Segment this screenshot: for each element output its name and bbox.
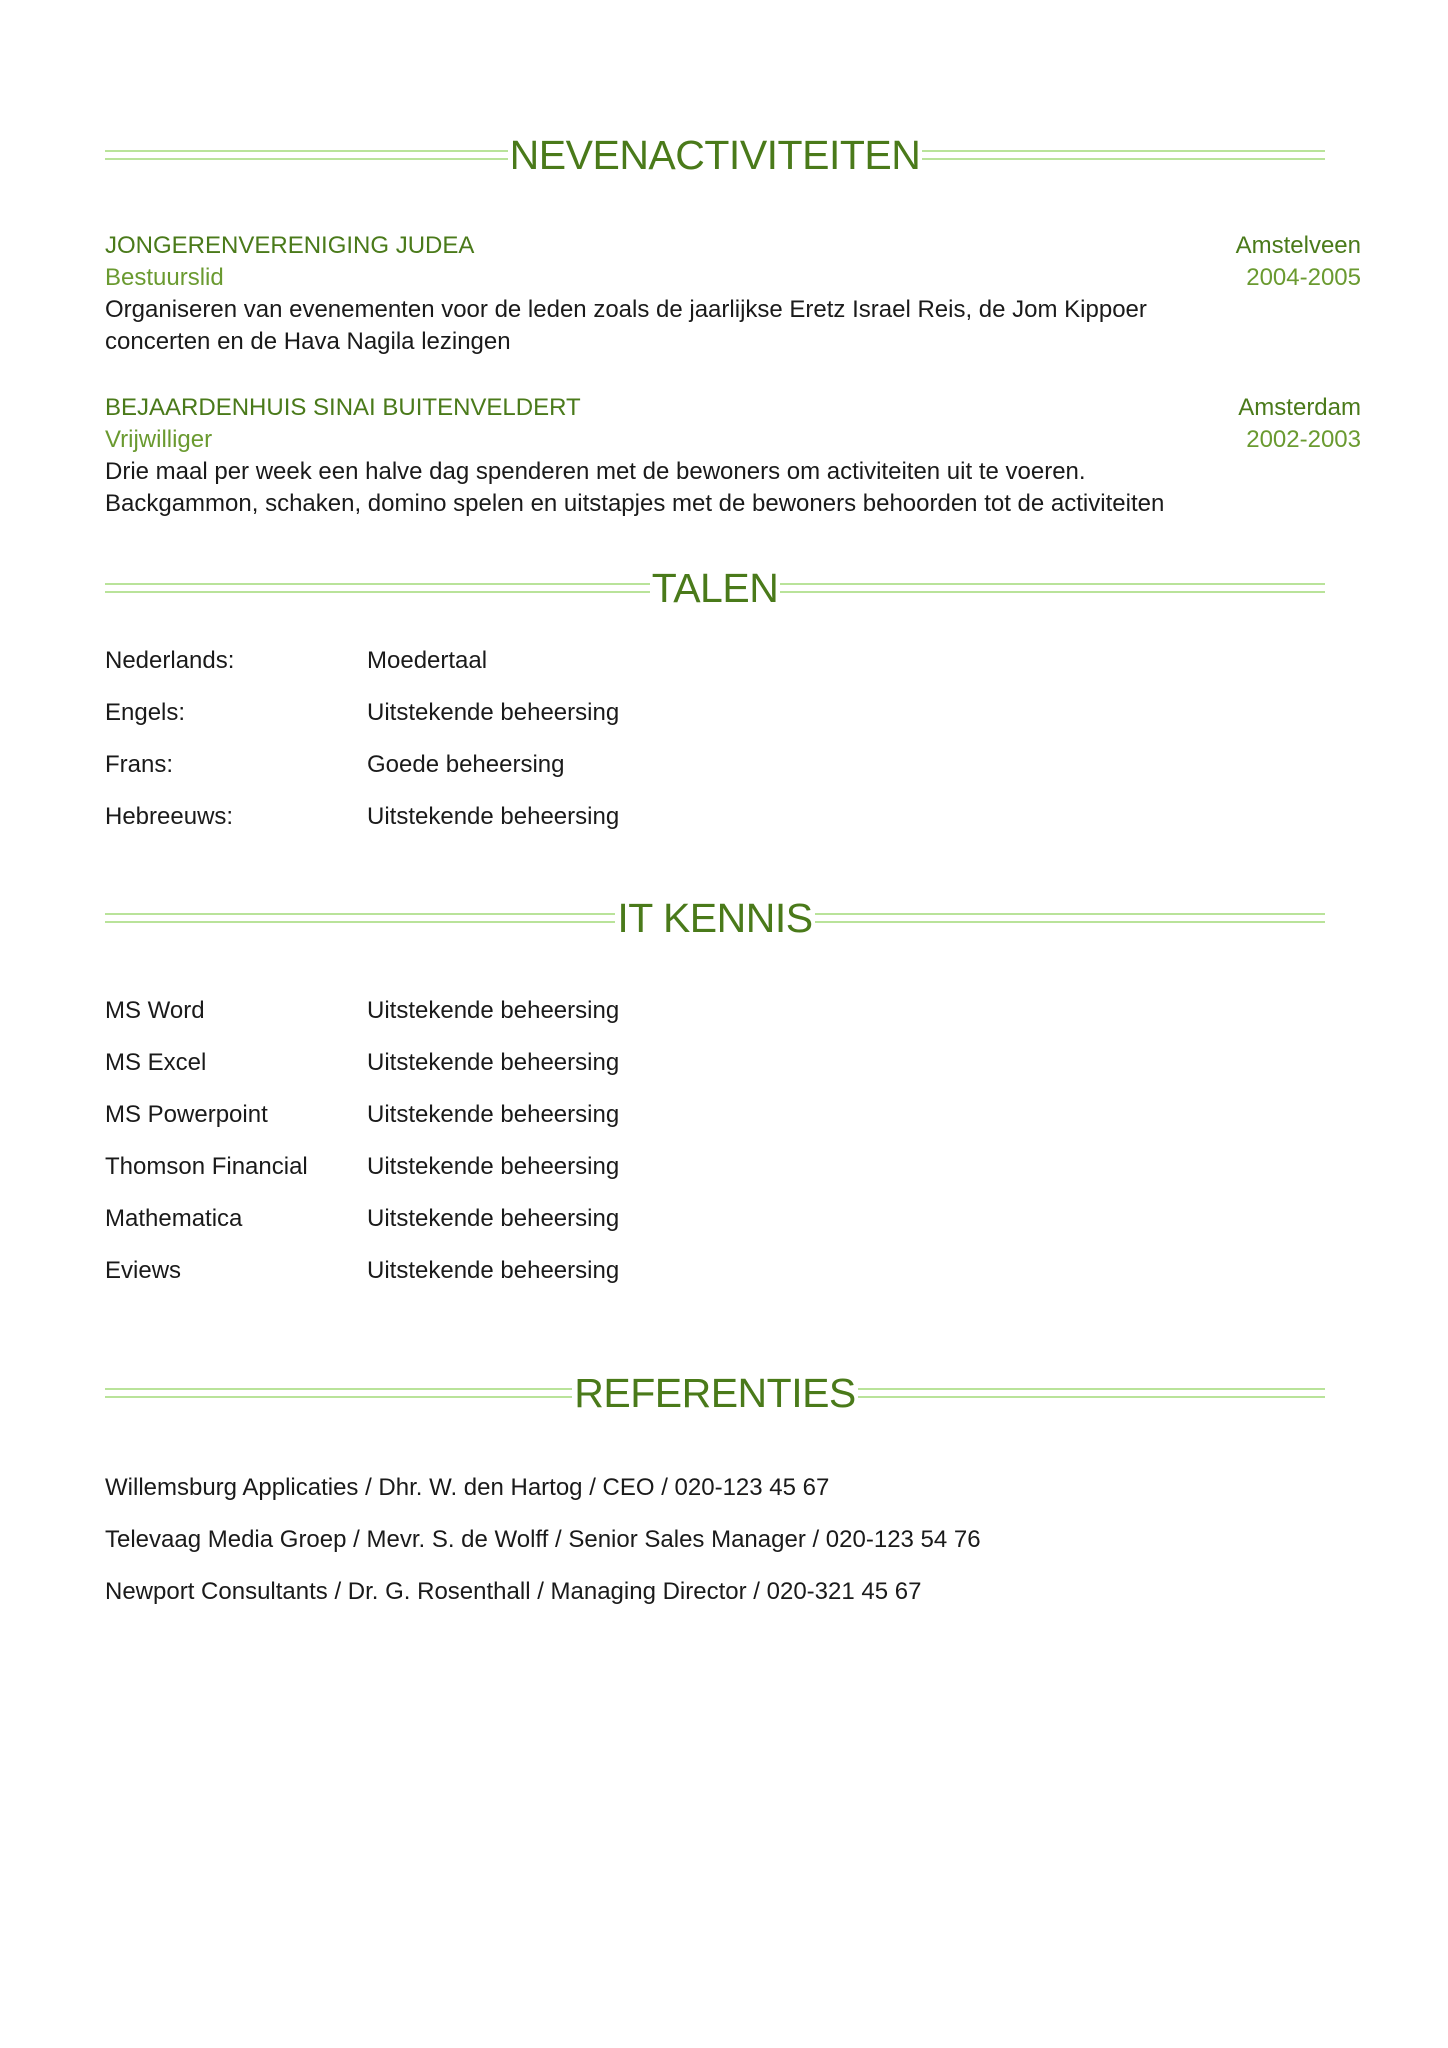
skill-name: MS Excel bbox=[105, 1049, 207, 1076]
section-title: NEVENACTIVITEITEN bbox=[509, 132, 921, 178]
entry-subheader-row bbox=[105, 424, 1361, 456]
role: Bestuurslid bbox=[105, 264, 224, 291]
section-rule-right bbox=[858, 1388, 1325, 1398]
language-name: Frans: bbox=[105, 751, 174, 778]
skill-level: Uitstekende beheersing bbox=[367, 1153, 620, 1180]
skill-level: Uitstekende beheersing bbox=[367, 1205, 620, 1232]
organization-name: JONGERENVERENIGING JUDEA bbox=[105, 232, 475, 259]
reference-line: Televaag Media Groep / Mevr. S. de Wolff / Senior Sales Manager / 020-123 54 76 bbox=[105, 1526, 981, 1553]
location: Amsterdam bbox=[1238, 394, 1361, 421]
activity-entry bbox=[105, 230, 1361, 358]
skill-level: Uitstekende beheersing bbox=[367, 1049, 620, 1076]
section-header-it-kennis bbox=[105, 893, 1325, 943]
section-rule-left bbox=[105, 150, 508, 160]
description-line: Drie maal per week een halve dag spenderen met de bewoners om activiteiten uit te voeren. bbox=[105, 458, 1086, 485]
description-line: concerten en de Hava Nagila lezingen bbox=[105, 328, 511, 355]
entry-header-row bbox=[105, 392, 1361, 424]
description-line: Organiseren van evenementen voor de leden zoals de jaarlijkse Eretz Israel Reis, de Jom Kippoer bbox=[105, 296, 1147, 323]
section-title: IT KENNIS bbox=[617, 895, 813, 941]
section-title: TALEN bbox=[651, 565, 779, 611]
it-skill-row bbox=[105, 1047, 619, 1079]
skill-name: Eviews bbox=[105, 1257, 182, 1284]
reference-line: Willemsburg Applicaties / Dhr. W. den Hartog / CEO / 020-123 45 67 bbox=[105, 1474, 830, 1501]
section-rule-left bbox=[105, 913, 615, 923]
section-header-referenties bbox=[105, 1368, 1325, 1418]
it-skill-row bbox=[105, 1099, 619, 1131]
years: 2004-2005 bbox=[1246, 264, 1361, 291]
language-name: Hebreeuws: bbox=[105, 803, 234, 830]
entry-header-row bbox=[105, 230, 1361, 262]
section-rule-right bbox=[780, 583, 1325, 593]
activity-entry bbox=[105, 392, 1361, 520]
it-skill-row bbox=[105, 1255, 619, 1287]
language-name: Nederlands: bbox=[105, 647, 235, 674]
role: Vrijwilliger bbox=[105, 426, 213, 453]
section-rule-left bbox=[105, 1388, 572, 1398]
description-line: Backgammon, schaken, domino spelen en uitstapjes met de bewoners behoorden tot de activiteiten bbox=[105, 490, 1165, 517]
entry-subheader-row bbox=[105, 262, 1361, 294]
organization-name: BEJAARDENHUIS SINAI BUITENVELDERT bbox=[105, 394, 581, 421]
section-title: REFERENTIES bbox=[574, 1370, 856, 1416]
language-name: Engels: bbox=[105, 699, 186, 726]
skill-level: Uitstekende beheersing bbox=[367, 997, 620, 1024]
section-header-talen bbox=[105, 563, 1325, 613]
skill-name: MS Word bbox=[105, 997, 205, 1024]
skill-level: Uitstekende beheersing bbox=[367, 1257, 620, 1284]
section-rule-left bbox=[105, 583, 650, 593]
language-row bbox=[105, 801, 619, 833]
skill-name: Thomson Financial bbox=[105, 1153, 308, 1180]
language-level: Moedertaal bbox=[367, 647, 488, 674]
location: Amstelveen bbox=[1235, 232, 1361, 259]
years: 2002-2003 bbox=[1246, 426, 1361, 453]
section-header-nevenactiviteiten bbox=[105, 130, 1325, 180]
it-skill-row bbox=[105, 995, 619, 1027]
it-skill-row bbox=[105, 1203, 619, 1235]
reference-line: Newport Consultants / Dr. G. Rosenthall / Managing Director / 020-321 45 67 bbox=[105, 1578, 922, 1605]
language-level: Uitstekende beheersing bbox=[367, 803, 620, 830]
section-rule-right bbox=[922, 150, 1325, 160]
section-rule-right bbox=[815, 913, 1325, 923]
language-level: Goede beheersing bbox=[367, 751, 565, 778]
skill-level: Uitstekende beheersing bbox=[367, 1101, 620, 1128]
skill-name: MS Powerpoint bbox=[105, 1101, 268, 1128]
language-row bbox=[105, 645, 487, 677]
skill-name: Mathematica bbox=[105, 1205, 243, 1232]
language-row bbox=[105, 749, 564, 781]
language-row bbox=[105, 697, 619, 729]
language-level: Uitstekende beheersing bbox=[367, 699, 620, 726]
it-skill-row bbox=[105, 1151, 619, 1183]
